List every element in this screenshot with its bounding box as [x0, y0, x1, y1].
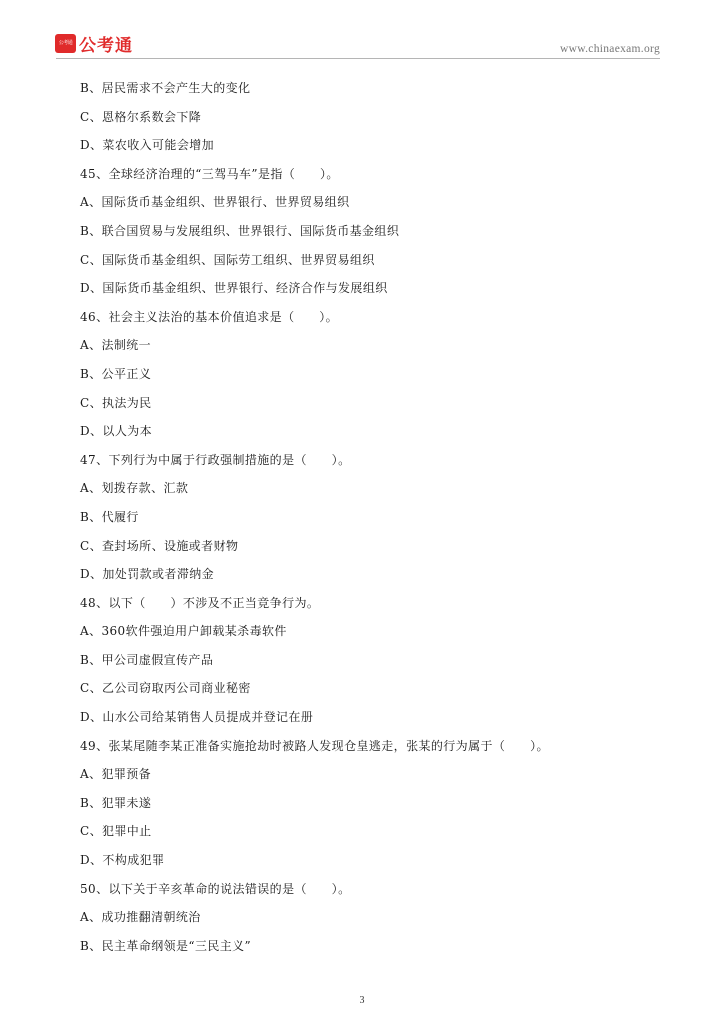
logo-badge-icon: 公考通 — [55, 34, 76, 53]
text-line: C、恩格尔系数会下降 — [80, 109, 202, 124]
option-line: B、犯罪未遂 — [80, 795, 152, 810]
option-line: A、成功推翻清朝统治 — [80, 910, 201, 925]
option-line: B、联合国贸易与发展组织、世界银行、国际货币基金组织 — [80, 223, 400, 238]
option-line: B、公平正义 — [80, 366, 152, 381]
site-url: www.chinaexam.org — [560, 43, 660, 55]
logo-text: 公考通 — [79, 36, 133, 56]
option-line: D、以人为本 — [80, 424, 153, 439]
option-line: C、执法为民 — [80, 395, 152, 410]
header-divider — [56, 58, 660, 59]
option-line: C、乙公司窃取丙公司商业秘密 — [80, 681, 251, 696]
option-line: C、查封场所、设施或者财物 — [80, 538, 239, 553]
option-line: A、国际货币基金组织、世界银行、世界贸易组织 — [80, 195, 350, 210]
question-48: 48、以下（ ）不涉及不正当竞争行为。 — [80, 595, 320, 610]
option-line: A、划拨存款、汇款 — [80, 481, 189, 496]
option-line: A、360软件强迫用户卸载某杀毒软件 — [80, 624, 287, 639]
question-46: 46、社会主义法治的基本价值追求是（ ）。 — [80, 309, 339, 324]
option-line: D、国际货币基金组织、世界银行、经济合作与发展组织 — [80, 281, 388, 296]
option-line: B、代履行 — [80, 509, 139, 524]
question-49: 49、张某尾随李某正准备实施抢劫时被路人发现仓皇逃走，张某的行为属于（ ）。 — [80, 738, 549, 753]
option-line: A、法制统一 — [80, 338, 152, 353]
question-47: 47、下列行为中属于行政强制措施的是（ ）。 — [80, 452, 351, 467]
question-50: 50、以下关于辛亥革命的说法错误的是（ ）。 — [80, 881, 351, 896]
option-line: D、不构成犯罪 — [80, 853, 165, 868]
option-line: D、山水公司给某销售人员提成并登记在册 — [80, 710, 314, 725]
option-line: A、犯罪预备 — [80, 767, 152, 782]
page-number: 3 — [359, 995, 365, 1006]
option-line: B、甲公司虚假宣传产品 — [80, 652, 214, 667]
option-line: C、国际货币基金组织、国际劳工组织、世界贸易组织 — [80, 252, 375, 267]
option-line: C、犯罪中止 — [80, 824, 152, 839]
option-line: D、加处罚款或者滞纳金 — [80, 567, 215, 582]
document-body — [80, 78, 680, 964]
text-line: D、菜农收入可能会增加 — [80, 138, 215, 153]
text-line: B、居民需求不会产生大的变化 — [80, 81, 251, 95]
question-45: 45、全球经济治理的“三驾马车”是指（ ）。 — [80, 166, 339, 181]
option-line: B、民主革命纲领是“三民主义” — [80, 938, 252, 953]
page-header — [0, 0, 724, 62]
